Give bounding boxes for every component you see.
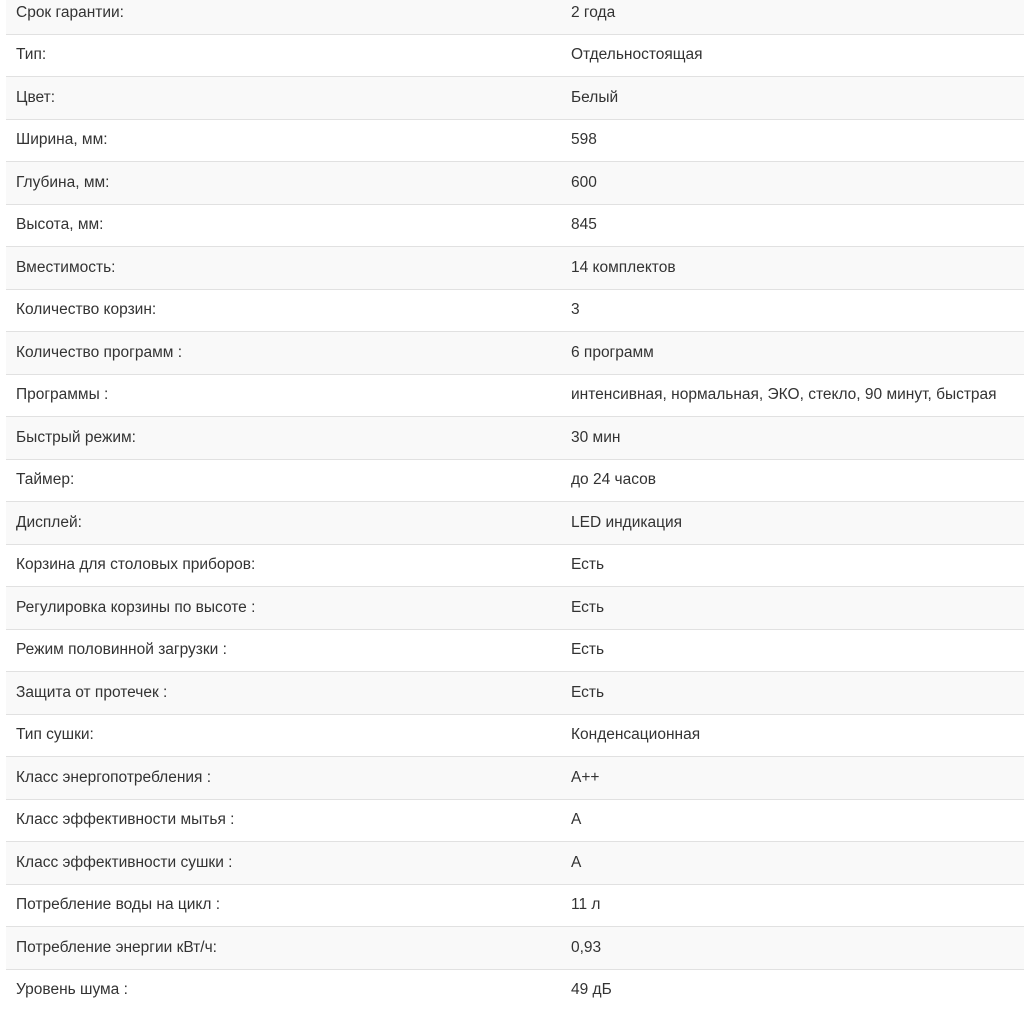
table-row: [6, 927, 1024, 970]
spec-label: Тип:: [6, 34, 561, 77]
table-row: [6, 374, 1024, 417]
spec-label: Класс энергопотребления :: [6, 757, 561, 800]
table-row: [6, 884, 1024, 927]
spec-label: Таймер:: [6, 459, 561, 502]
spec-value: 845: [561, 204, 1024, 247]
spec-label: Количество корзин:: [6, 289, 561, 332]
spec-label: Ширина, мм:: [6, 119, 561, 162]
spec-value: 14 комплектов: [561, 247, 1024, 290]
spec-label: Потребление энергии кВт/ч:: [6, 927, 561, 970]
spec-value: 49 дБ: [561, 969, 1024, 1011]
table-row: [6, 34, 1024, 77]
table-row: [6, 842, 1024, 885]
spec-value: интенсивная, нормальная, ЭКО, стекло, 90 минут, быстрая: [561, 374, 1024, 417]
table-row: [6, 417, 1024, 460]
table-row: [6, 77, 1024, 120]
table-row: [6, 459, 1024, 502]
spec-value: 6 программ: [561, 332, 1024, 375]
spec-label: Класс эффективности сушки :: [6, 842, 561, 885]
spec-label: Программы :: [6, 374, 561, 417]
table-row: [6, 289, 1024, 332]
spec-label: Быстрый режим:: [6, 417, 561, 460]
table-row: [6, 247, 1024, 290]
spec-value: 3: [561, 289, 1024, 332]
spec-label: Срок гарантии:: [6, 0, 561, 34]
spec-value: Есть: [561, 544, 1024, 587]
table-row: [6, 757, 1024, 800]
table-row: [6, 119, 1024, 162]
spec-value: 0,93: [561, 927, 1024, 970]
spec-label: Уровень шума :: [6, 969, 561, 1011]
spec-value: Есть: [561, 629, 1024, 672]
spec-value: Есть: [561, 672, 1024, 715]
spec-value: А: [561, 842, 1024, 885]
spec-value: 600: [561, 162, 1024, 205]
table-row: [6, 969, 1024, 1011]
spec-value: 598: [561, 119, 1024, 162]
spec-label: Вместимость:: [6, 247, 561, 290]
spec-label: Потребление воды на цикл :: [6, 884, 561, 927]
table-row: [6, 629, 1024, 672]
spec-value: 11 л: [561, 884, 1024, 927]
table-row: [6, 162, 1024, 205]
table-row: [6, 714, 1024, 757]
spec-label: Тип сушки:: [6, 714, 561, 757]
spec-label: Защита от протечек :: [6, 672, 561, 715]
table-row: [6, 587, 1024, 630]
spec-value: А++: [561, 757, 1024, 800]
spec-label: Глубина, мм:: [6, 162, 561, 205]
spec-label: Дисплей:: [6, 502, 561, 545]
spec-value: Есть: [561, 587, 1024, 630]
spec-value: 30 мин: [561, 417, 1024, 460]
spec-value: LED индикация: [561, 502, 1024, 545]
spec-label: Корзина для столовых приборов:: [6, 544, 561, 587]
spec-label: Режим половинной загрузки :: [6, 629, 561, 672]
spec-label: Класс эффективности мытья :: [6, 799, 561, 842]
table-row: [6, 502, 1024, 545]
spec-label: Регулировка корзины по высоте :: [6, 587, 561, 630]
spec-value: 2 года: [561, 0, 1024, 34]
table-row: [6, 544, 1024, 587]
spec-label: Высота, мм:: [6, 204, 561, 247]
table-row: [6, 672, 1024, 715]
spec-value: Белый: [561, 77, 1024, 120]
table-row: [6, 0, 1024, 34]
spec-value: до 24 часов: [561, 459, 1024, 502]
table-row: [6, 799, 1024, 842]
table-row: [6, 204, 1024, 247]
spec-value: Отдельностоящая: [561, 34, 1024, 77]
spec-label: Количество программ :: [6, 332, 561, 375]
specs-table: [6, 0, 1024, 1011]
spec-value: Конденсационная: [561, 714, 1024, 757]
table-row: [6, 332, 1024, 375]
spec-value: А: [561, 799, 1024, 842]
spec-label: Цвет:: [6, 77, 561, 120]
